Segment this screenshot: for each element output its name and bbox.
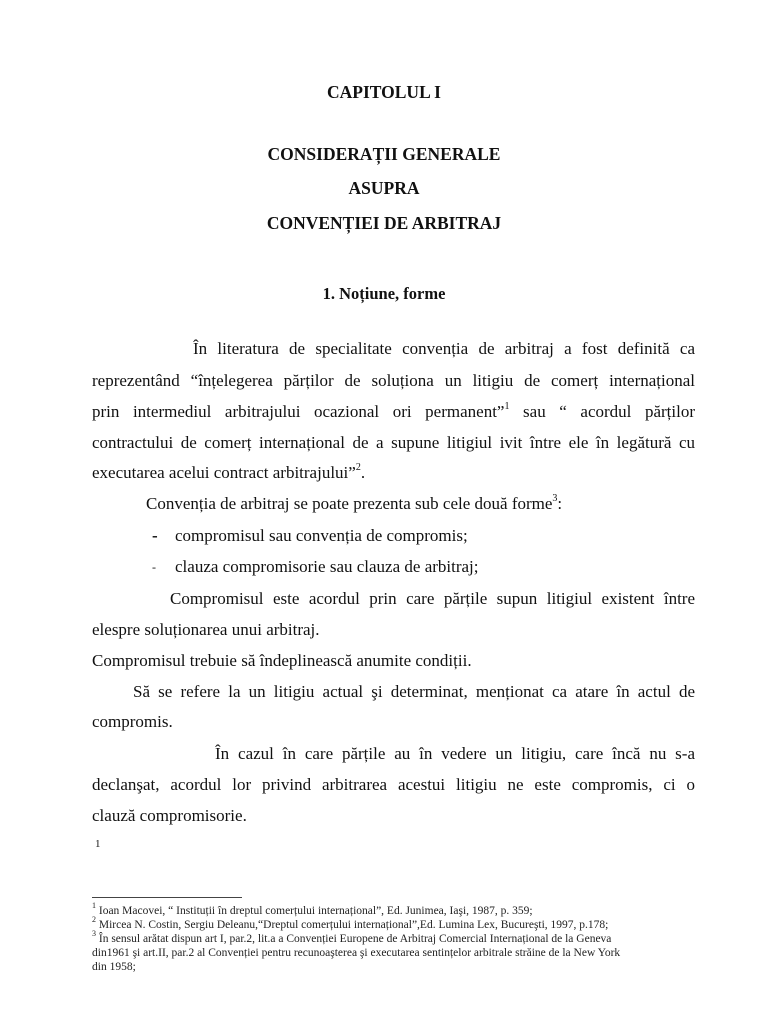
bullet-text-2: clauza compromisorie sau clauza de arbitraj; [175,557,479,576]
paragraph-1-line-3 [92,402,695,422]
chapter-title: CAPITOLUL I [327,82,441,102]
paragraph-5-line-1: Să se refere la un litigiu actual şi determinat, menționat ca atare în actul de [133,682,695,701]
bullet-mark-2: - [152,560,156,574]
paragraph-3-line-1: Compromisul este acordul prin care părțile supun litigiul existent între [170,589,695,608]
paragraph-1-line-3-text: prin intermediul arbitrajului ocazional ori permanent” [92,402,505,421]
footnote-ref-2: 2 [355,462,361,474]
paragraph-4: Compromisul trebuie să îndeplinească anumite condiții. [92,651,472,670]
footnote-2 [92,915,609,932]
paragraph-3-line-2: elespre soluționarea unui arbitraj. [92,620,320,639]
paragraph-5-line-2: compromis. [92,712,173,731]
paragraph-6-line-2: declanşat, acordul lor privind arbitrarea acestui litigiu ne este compromis, ci o [92,775,695,794]
paragraph-1-line-5-tail: . [360,463,366,482]
paragraph-6-line-1: În cazul în care părțile au în vedere un litigiu, care încă nu s-a [215,744,695,763]
paragraph-1-line-1: În literatura de specialitate convenția de arbitraj a fost definită ca [193,339,695,358]
paragraph-2-text: Convenția de arbitraj se poate prezenta sub cele două forme [146,494,553,513]
paragraph-1-line-4: contractului de comerț internațional de a supune litigiul ivit între ele în legătură cu [92,433,695,452]
bullet-mark-1: - [152,526,158,545]
paragraph-6-line-3: clauză compromisorie. [92,806,247,825]
footnote-3-line-2: din1961 şi art.II, par.2 al Convenției pentru recunoaşterea şi executarea sentințelor arbitrale străine de la New York [92,947,621,959]
page-marker: 1 [95,838,101,850]
footnote-separator [92,897,242,898]
paragraph-2 [146,494,562,514]
footnote-1-text: Ioan Macovei, “ Instituții în dreptul comerțului internațional”, Ed. Junimea, Iaşi, 1987, p. 359; [98,905,533,917]
paragraph-1-line-2: reprezentând “înțelegerea părților de soluționa un litigiu de comerț internațional [92,371,695,390]
paragraph-1-line-5-text: executarea acelui contract arbitrajului” [92,463,356,482]
footnote-ref-3: 3 [552,493,558,505]
heading-line-1: CONSIDERAȚII GENERALE [267,144,501,164]
heading-line-3: CONVENȚIEI DE ARBITRAJ [266,213,502,233]
footnote-2-text: Mircea N. Costin, Sergiu Deleanu,“Dreptul comerțului internațional”,Ed. Lumina Lex, Bucureşti, 1997, p.178; [98,919,609,931]
footnote-1 [92,901,533,918]
footnote-1-mark: 1 [92,901,96,911]
footnote-3-line-3: din 1958; [92,961,136,973]
footnote-3-text: În sensul arătat dispun art I, par.2, lit.a a Convenției Europene de Arbitraj Comercial Internațional de la Geneva [98,933,612,945]
paragraph-1-line-5 [92,463,365,483]
bullet-text-1: compromisul sau convenția de compromis; [175,526,468,545]
paragraph-1-line-3-tail: sau “ acordul părților [509,402,695,421]
footnote-3-mark: 3 [92,929,96,939]
footnote-ref-1: 1 [504,401,510,413]
footnote-2-mark: 2 [92,915,96,925]
paragraph-2-tail: : [557,494,563,513]
heading-line-2: ASUPRA [348,178,420,198]
section-heading: 1. Noțiune, forme [322,284,446,303]
footnote-3-line-1 [92,929,612,946]
